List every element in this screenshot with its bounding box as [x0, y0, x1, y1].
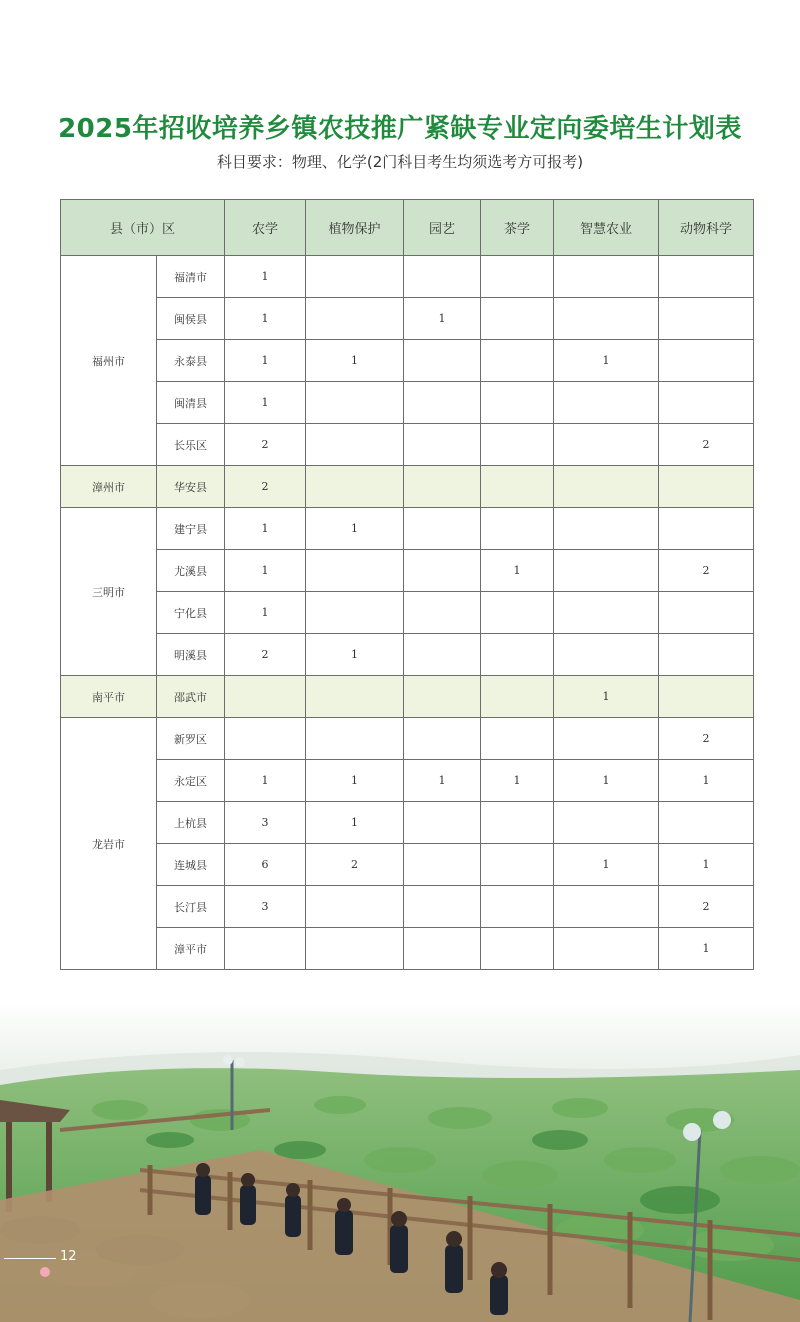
quota-cell: 1 — [404, 760, 481, 802]
quota-cell: 1 — [659, 928, 754, 970]
quota-cell — [481, 592, 554, 634]
quota-cell — [659, 340, 754, 382]
column-header: 智慧农业 — [554, 200, 659, 256]
enrollment-plan-table — [60, 199, 754, 970]
county-cell: 明溪县 — [157, 634, 225, 676]
quota-cell — [554, 424, 659, 466]
county-cell: 闽侯县 — [157, 298, 225, 340]
quota-cell: 1 — [306, 340, 404, 382]
county-cell: 华安县 — [157, 466, 225, 508]
quota-cell — [481, 886, 554, 928]
column-header: 农学 — [225, 200, 306, 256]
quota-cell: 1 — [554, 760, 659, 802]
quota-cell: 2 — [659, 424, 754, 466]
quota-cell — [481, 256, 554, 298]
quota-cell — [481, 928, 554, 970]
quota-cell — [306, 298, 404, 340]
quota-cell — [659, 634, 754, 676]
quota-cell — [481, 676, 554, 718]
quota-cell — [554, 382, 659, 424]
quota-cell: 3 — [225, 886, 306, 928]
quota-cell — [554, 634, 659, 676]
quota-cell — [659, 802, 754, 844]
quota-cell — [481, 718, 554, 760]
quota-cell: 1 — [481, 760, 554, 802]
quota-cell — [404, 844, 481, 886]
quota-cell — [481, 802, 554, 844]
quota-cell — [554, 466, 659, 508]
quota-cell — [481, 508, 554, 550]
table-row — [61, 592, 754, 634]
quota-cell: 1 — [225, 508, 306, 550]
quota-cell — [404, 256, 481, 298]
subject-requirement: 科目要求：物理、化学(2门科目考生均须选考方可报考) — [216, 153, 584, 171]
city-cell: 漳州市 — [61, 466, 157, 508]
county-cell: 新罗区 — [157, 718, 225, 760]
quota-cell — [404, 508, 481, 550]
quota-cell — [404, 550, 481, 592]
county-cell: 上杭县 — [157, 802, 225, 844]
quota-cell — [554, 508, 659, 550]
table-row — [61, 928, 754, 970]
quota-cell: 1 — [225, 550, 306, 592]
quota-cell: 1 — [404, 298, 481, 340]
table-row — [61, 256, 754, 298]
quota-cell: 1 — [554, 676, 659, 718]
quota-cell — [225, 718, 306, 760]
quota-cell — [481, 382, 554, 424]
quota-cell — [306, 718, 404, 760]
quota-cell: 1 — [306, 802, 404, 844]
county-cell: 永定区 — [157, 760, 225, 802]
quota-cell — [481, 340, 554, 382]
quota-cell — [659, 298, 754, 340]
quota-cell — [659, 382, 754, 424]
quota-cell: 3 — [225, 802, 306, 844]
county-cell: 漳平市 — [157, 928, 225, 970]
quota-cell — [306, 550, 404, 592]
quota-cell — [404, 424, 481, 466]
column-header: 茶学 — [481, 200, 554, 256]
quota-cell: 2 — [225, 424, 306, 466]
quota-cell — [659, 592, 754, 634]
quota-cell — [404, 466, 481, 508]
quota-cell — [306, 886, 404, 928]
quota-cell — [554, 256, 659, 298]
quota-cell — [404, 340, 481, 382]
column-header: 植物保护 — [306, 200, 404, 256]
county-cell: 闽清县 — [157, 382, 225, 424]
county-cell: 尤溪县 — [157, 550, 225, 592]
table-row — [61, 466, 754, 508]
quota-cell — [404, 676, 481, 718]
table-row — [61, 802, 754, 844]
quota-cell — [554, 802, 659, 844]
quota-cell — [404, 928, 481, 970]
quota-cell — [404, 718, 481, 760]
page-number: 12 — [60, 1249, 77, 1264]
quota-cell — [306, 928, 404, 970]
county-cell: 连城县 — [157, 844, 225, 886]
quota-cell: 1 — [225, 298, 306, 340]
table-row — [61, 550, 754, 592]
county-cell: 建宁县 — [157, 508, 225, 550]
city-cell: 南平市 — [61, 676, 157, 718]
column-header: 园艺 — [404, 200, 481, 256]
quota-cell — [404, 634, 481, 676]
quota-cell: 2 — [306, 844, 404, 886]
table-row — [61, 886, 754, 928]
quota-cell — [659, 508, 754, 550]
county-cell: 邵武市 — [157, 676, 225, 718]
quota-cell: 1 — [554, 844, 659, 886]
city-cell: 三明市 — [61, 508, 157, 676]
quota-cell — [225, 676, 306, 718]
table-row — [61, 676, 754, 718]
table-body — [61, 256, 754, 970]
quota-cell: 1 — [554, 340, 659, 382]
quota-cell: 2 — [225, 634, 306, 676]
quota-cell — [554, 550, 659, 592]
quota-cell — [404, 592, 481, 634]
quota-cell: 1 — [225, 340, 306, 382]
table-row — [61, 298, 754, 340]
page-number-rule — [4, 1258, 56, 1259]
quota-cell — [554, 718, 659, 760]
quota-cell: 1 — [225, 592, 306, 634]
quota-cell: 2 — [659, 550, 754, 592]
county-cell: 福清市 — [157, 256, 225, 298]
quota-cell — [404, 802, 481, 844]
column-header: 动物科学 — [659, 200, 754, 256]
quota-cell — [306, 592, 404, 634]
quota-cell: 1 — [225, 760, 306, 802]
table-row — [61, 424, 754, 466]
county-cell: 长乐区 — [157, 424, 225, 466]
table-row — [61, 508, 754, 550]
quota-cell: 1 — [306, 634, 404, 676]
quota-cell: 1 — [306, 508, 404, 550]
quota-cell — [554, 592, 659, 634]
quota-cell — [306, 256, 404, 298]
quota-cell: 6 — [225, 844, 306, 886]
quota-cell: 1 — [225, 256, 306, 298]
quota-cell: 1 — [659, 760, 754, 802]
county-cell: 宁化县 — [157, 592, 225, 634]
quota-cell — [306, 676, 404, 718]
quota-cell: 1 — [225, 382, 306, 424]
table-row — [61, 760, 754, 802]
quota-cell — [659, 256, 754, 298]
quota-cell: 1 — [659, 844, 754, 886]
quota-cell — [554, 886, 659, 928]
lotus-pond-illustration — [0, 1000, 800, 1322]
quota-cell: 2 — [659, 718, 754, 760]
table-row — [61, 340, 754, 382]
region-header: 县（市）区 — [61, 200, 225, 256]
county-cell: 永泰县 — [157, 340, 225, 382]
quota-cell — [404, 382, 481, 424]
table-row — [61, 718, 754, 760]
quota-cell — [481, 466, 554, 508]
quota-cell — [659, 676, 754, 718]
quota-cell: 2 — [659, 886, 754, 928]
lotus-pond-photo — [0, 1000, 800, 1322]
county-cell: 长汀县 — [157, 886, 225, 928]
quota-cell — [481, 634, 554, 676]
table-header-row — [61, 200, 754, 256]
table-row — [61, 844, 754, 886]
quota-cell: 1 — [306, 760, 404, 802]
quota-cell — [306, 466, 404, 508]
quota-cell — [554, 928, 659, 970]
quota-cell — [404, 886, 481, 928]
table-row — [61, 382, 754, 424]
quota-cell — [306, 382, 404, 424]
quota-cell — [306, 424, 404, 466]
quota-cell — [481, 298, 554, 340]
city-cell: 福州市 — [61, 256, 157, 466]
city-cell: 龙岩市 — [61, 718, 157, 970]
quota-cell — [659, 466, 754, 508]
page-title: 2025年招收培养乡镇农技推广紧缺专业定向委培生计划表 — [58, 114, 742, 144]
quota-cell — [481, 844, 554, 886]
quota-cell — [481, 424, 554, 466]
table-row — [61, 634, 754, 676]
quota-cell — [554, 298, 659, 340]
quota-cell: 2 — [225, 466, 306, 508]
quota-cell: 1 — [481, 550, 554, 592]
quota-cell — [225, 928, 306, 970]
